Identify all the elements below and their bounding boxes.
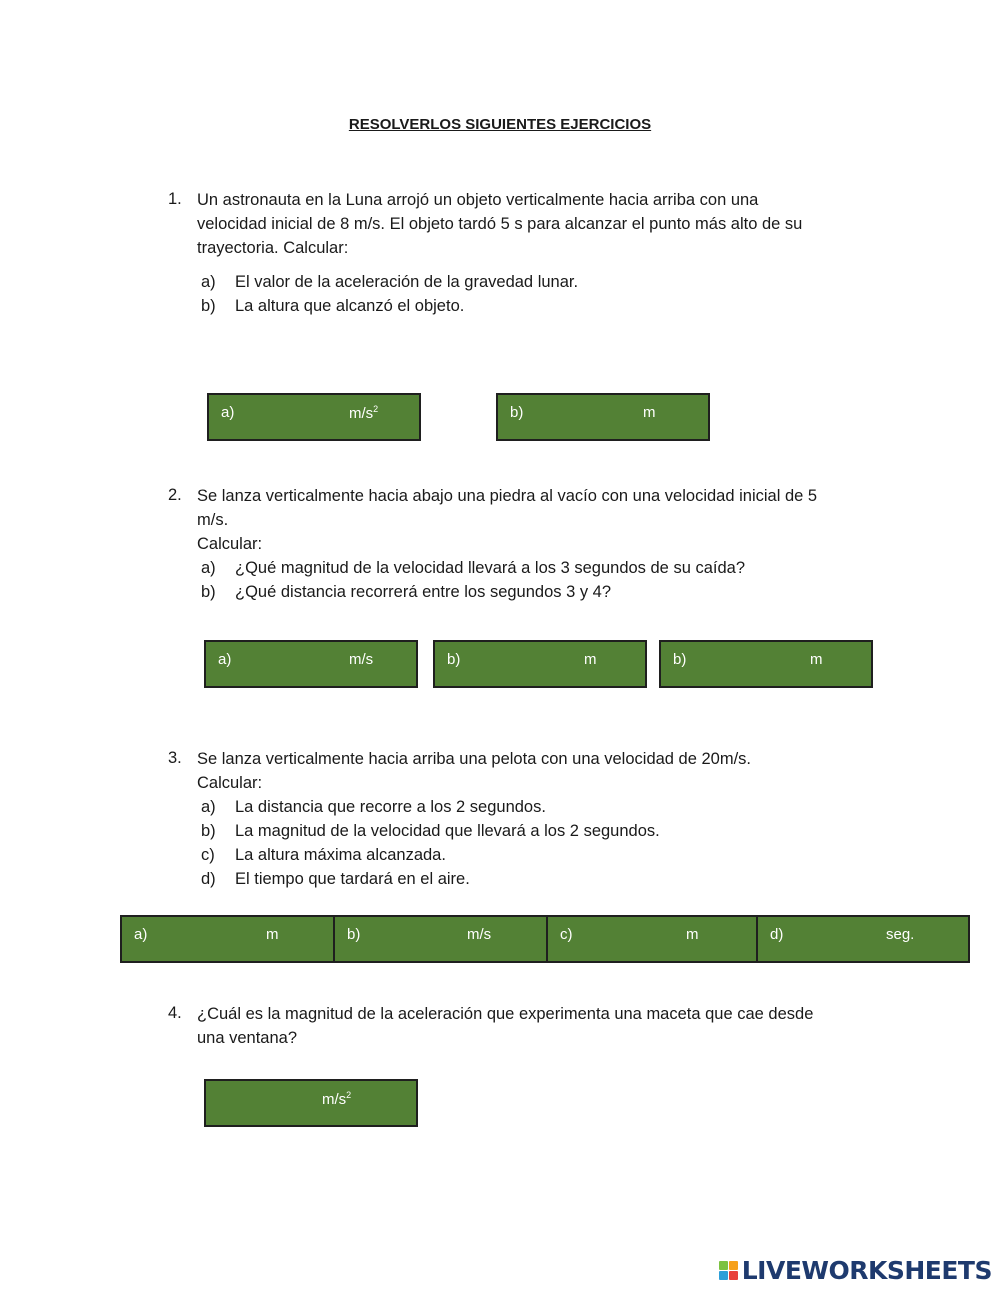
answer-unit: $m/s^2$	[349, 404, 379, 422]
answer-label: a)	[218, 651, 232, 668]
answer-label: b)	[447, 651, 461, 668]
q4-text	[197, 1002, 857, 1050]
liveworksheets-logo	[719, 1255, 992, 1285]
q1-subitems	[201, 270, 578, 318]
list-item: b) ¿Qué distancia recorrerá entre los segundos 3 y 4?	[201, 583, 612, 601]
answer-unit: seg.	[886, 926, 915, 943]
q1-line: trayectoria. Calcular:	[197, 239, 349, 257]
answer-label: a)	[221, 404, 235, 421]
list-item: a) El valor de la aceleración de la gravedad lunar.	[201, 273, 579, 291]
q4-line: ¿Cuál es la magnitud de la aceleración que experimenta una maceta que cae desde	[197, 1005, 814, 1023]
answer-label: d)	[770, 926, 784, 943]
answer-field-q3a[interactable]	[120, 915, 335, 963]
q1-line: Un astronauta en la Luna arrojó un objeto verticalmente hacia arriba con una	[197, 191, 759, 209]
q2-subitems	[201, 556, 745, 604]
answer-label: b)	[673, 651, 687, 668]
answer-label: c)	[560, 926, 573, 943]
answer-field-q3d[interactable]	[756, 915, 970, 963]
answer-field-q3b[interactable]	[333, 915, 548, 963]
answer-unit: m	[810, 651, 823, 668]
q1-number: 1.	[168, 190, 182, 208]
q2-number: 2.	[168, 486, 182, 504]
answer-field-q2a[interactable]	[204, 640, 418, 688]
q4-line: una ventana?	[197, 1029, 298, 1047]
answer-unit: $m/s^2$	[322, 1090, 352, 1108]
answer-unit: m	[686, 926, 699, 943]
q4-number: 4.	[168, 1004, 182, 1022]
answer-field-q3c[interactable]	[546, 915, 758, 963]
answer-unit: m	[266, 926, 279, 943]
q3-subitems	[201, 795, 660, 891]
liveworksheets-logo-icon	[719, 1261, 738, 1280]
list-item: b) La altura que alcanzó el objeto.	[201, 297, 465, 315]
answer-label: b)	[510, 404, 524, 421]
list-item: a) ¿Qué magnitud de la velocidad llevará a los 3 segundos de su caída?	[201, 559, 745, 577]
page-title: RESOLVERLOS SIGUIENTES EJERCICIOS	[348, 116, 652, 133]
q3-text	[197, 747, 857, 795]
list-item: c) La altura máxima alcanzada.	[201, 846, 446, 864]
answer-field-q2c[interactable]	[659, 640, 873, 688]
answer-field-q1a[interactable]	[207, 393, 421, 441]
q3-line: Calcular:	[197, 774, 263, 792]
q2-line: Calcular:	[197, 535, 263, 553]
answer-unit: m	[584, 651, 597, 668]
answer-field-q2b[interactable]	[433, 640, 647, 688]
list-item: d) El tiempo que tardará en el aire.	[201, 870, 470, 888]
q2-line: Se lanza verticalmente hacia abajo una piedra al vacío con una velocidad inicial de 5	[197, 487, 818, 505]
q1-text	[197, 188, 857, 260]
q1-line: velocidad inicial de 8 m/s. El objeto tardó 5 s para alcanzar el punto más alto de su	[197, 215, 803, 233]
list-item: b) La magnitud de la velocidad que llevará a los 2 segundos.	[201, 822, 660, 840]
q3-line: Se lanza verticalmente hacia arriba una pelota con una velocidad de 20m/s.	[197, 750, 752, 768]
q2-text	[197, 484, 857, 556]
answer-unit: m/s	[349, 651, 374, 668]
list-item: a) La distancia que recorre a los 2 segundos.	[201, 798, 546, 816]
q3-number: 3.	[168, 749, 182, 767]
answer-field-q4[interactable]	[204, 1079, 418, 1127]
answer-field-q1b[interactable]	[496, 393, 710, 441]
logo-text: LIVEWORKSHEETS	[741, 1255, 992, 1285]
answer-unit: m	[643, 404, 656, 421]
q2-line: m/s.	[197, 511, 229, 529]
answer-label: a)	[134, 926, 148, 943]
answer-unit: m/s	[467, 926, 492, 943]
answer-label: b)	[347, 926, 361, 943]
